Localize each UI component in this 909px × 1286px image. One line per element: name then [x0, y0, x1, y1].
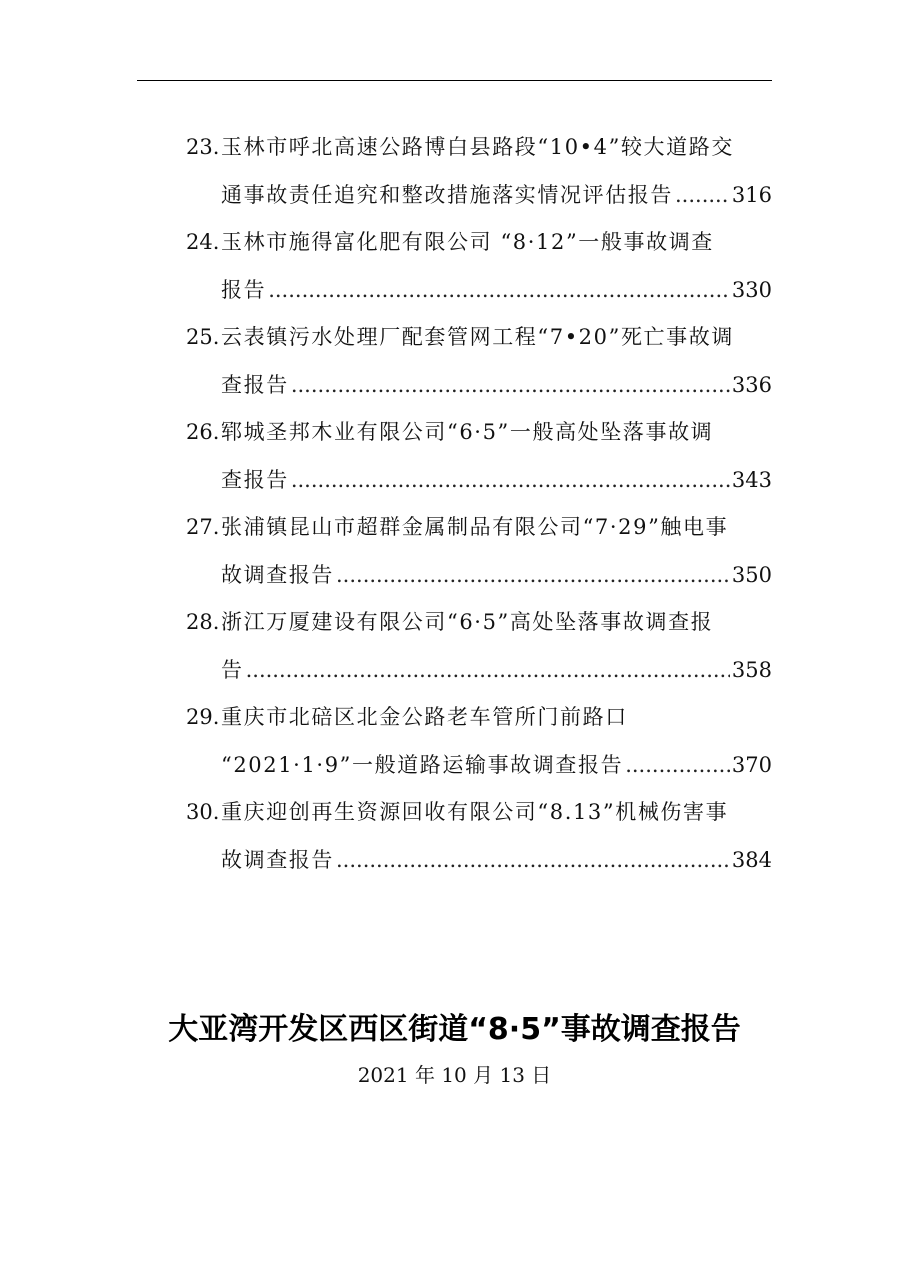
- toc-page-number: 370: [731, 752, 772, 777]
- toc-entry-text: 查报告: [221, 372, 289, 397]
- toc-entry-number: 29.: [186, 705, 220, 729]
- report-date: 2021 年 10 月 13 日: [357, 1063, 552, 1087]
- toc-entry-text: 报告: [221, 277, 267, 302]
- dot-leader: [625, 742, 730, 790]
- toc-entry-continuation[interactable]: [186, 457, 772, 505]
- toc-entry-title[interactable]: [186, 219, 772, 267]
- toc-entry-number: 26.: [186, 420, 220, 444]
- toc-entry-text: 云表镇污水处理厂配套管网工程“7•20”死亡事故调: [221, 325, 734, 349]
- toc-entry-continuation[interactable]: [186, 362, 772, 410]
- toc-entry-number: 24.: [186, 230, 220, 254]
- dot-leader: [336, 837, 730, 885]
- toc-entry-continuation[interactable]: [186, 552, 772, 600]
- toc-entry-text: 告: [221, 657, 244, 682]
- toc-entry-title[interactable]: [186, 124, 772, 172]
- header-rule: [137, 80, 772, 81]
- toc-page-number: 350: [731, 562, 772, 587]
- toc-entry-number: 27.: [186, 515, 220, 539]
- toc-page-number: 316: [731, 182, 772, 207]
- toc-page-number: 384: [731, 847, 772, 872]
- toc-entry-title[interactable]: [186, 504, 772, 552]
- toc-page-number: 330: [731, 277, 772, 302]
- toc-entry-text: 浙江万厦建设有限公司“6·5”高处坠落事故调查报: [221, 610, 714, 634]
- toc-entry-continuation[interactable]: [186, 172, 772, 220]
- toc-entry-number: 23.: [186, 135, 220, 159]
- toc-entry-continuation[interactable]: [186, 837, 772, 885]
- toc-page-number: 336: [731, 372, 772, 397]
- toc-entry-text: 郓城圣邦木业有限公司“6·5”一般高处坠落事故调: [221, 420, 714, 444]
- toc-entry-title[interactable]: [186, 314, 772, 362]
- toc-entry-number: 28.: [186, 610, 220, 634]
- toc-entry-continuation[interactable]: [186, 267, 772, 315]
- toc-page-number: 343: [731, 467, 772, 492]
- toc-entry-continuation[interactable]: [186, 742, 772, 790]
- toc-entry-text: 通事故责任追究和整改措施落实情况评估报告: [221, 182, 673, 207]
- toc-entry-number: 30.: [186, 800, 220, 824]
- toc-entry-text: 张浦镇昆山市超群金属制品有限公司“7·29”触电事: [221, 515, 729, 539]
- dot-leader: [291, 457, 730, 505]
- toc-entry-number: 25.: [186, 325, 220, 349]
- toc-entry-title[interactable]: [186, 694, 772, 742]
- toc-entry-title[interactable]: [186, 409, 772, 457]
- dot-leader: [336, 552, 730, 600]
- toc-entry-title[interactable]: [186, 599, 772, 647]
- dot-leader: [291, 362, 730, 410]
- toc-entry-text: “2021·1·9”一般道路运输事故调查报告: [221, 752, 624, 777]
- table-of-contents: [186, 124, 772, 884]
- dot-leader: [246, 647, 730, 695]
- toc-entry-text: 玉林市施得富化肥有限公司 “8·12”一般事故调查: [221, 230, 714, 254]
- toc-entry-text: 玉林市呼北高速公路博白县路段“10•4”较大道路交: [221, 135, 734, 159]
- dot-leader: [268, 267, 730, 315]
- toc-entry-text: 故调查报告: [221, 847, 334, 872]
- toc-entry-text: 故调查报告: [221, 562, 334, 587]
- toc-entry-text: 重庆迎创再生资源回收有限公司“8.13”机械伤害事: [221, 800, 729, 824]
- toc-page-number: 358: [731, 657, 772, 682]
- dot-leader: [675, 172, 730, 220]
- report-title: 大亚湾开发区西区街道“8·5”事故调查报告: [168, 1012, 741, 1047]
- toc-entry-text: 查报告: [221, 467, 289, 492]
- toc-entry-title[interactable]: [186, 789, 772, 837]
- toc-entry-continuation[interactable]: [186, 647, 772, 695]
- toc-entry-text: 重庆市北碚区北金公路老车管所门前路口: [221, 705, 628, 729]
